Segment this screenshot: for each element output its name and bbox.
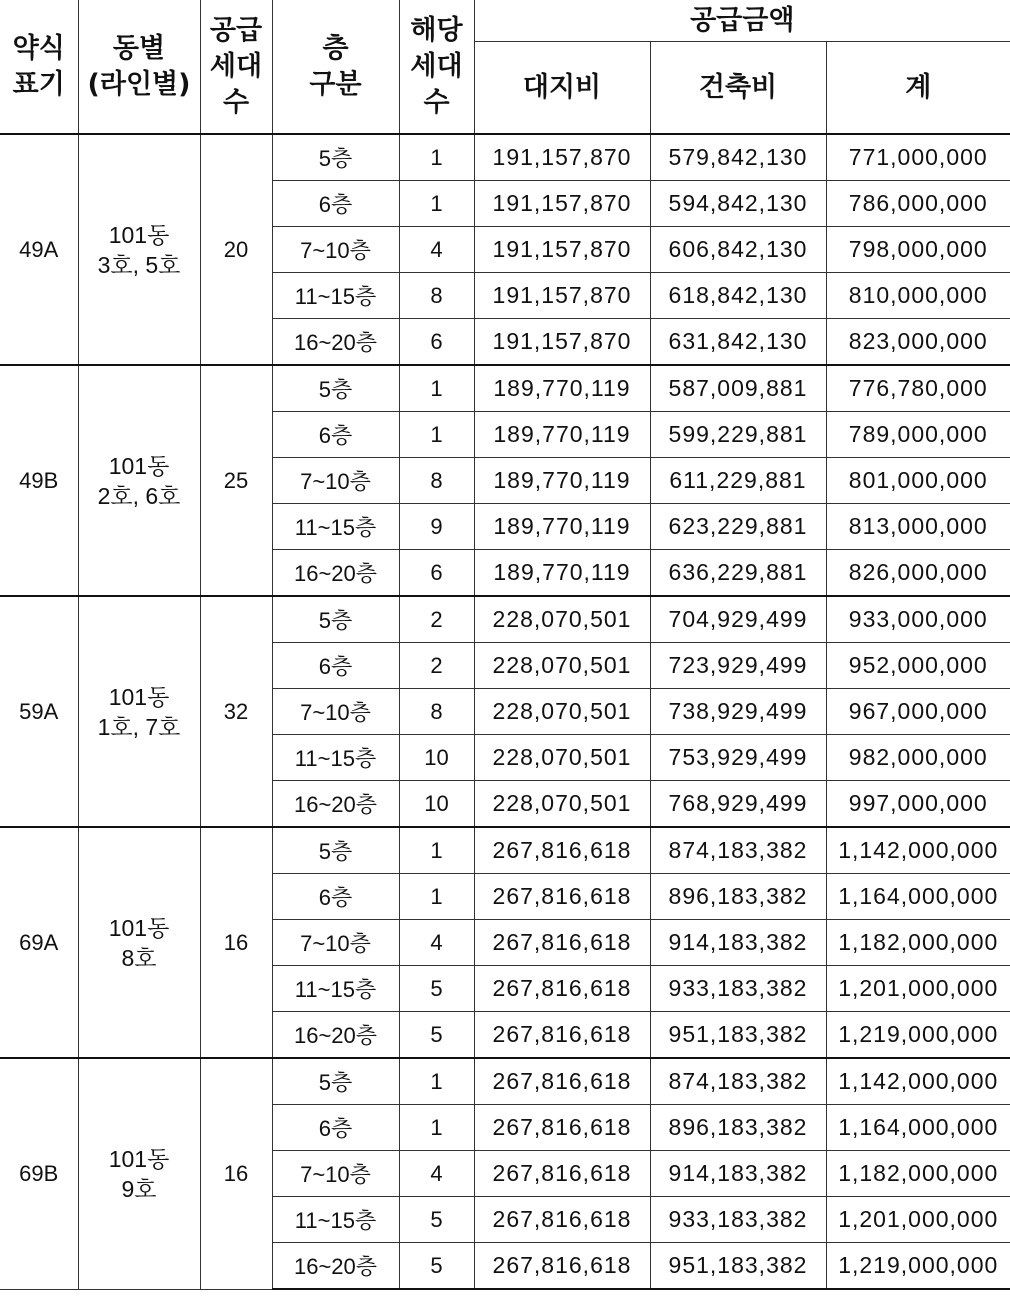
land-price-cell: 267,816,618 <box>474 1105 650 1151</box>
units-cell: 10 <box>399 781 474 828</box>
line-label: 8호 <box>121 944 157 971</box>
land-price-cell: 267,816,618 <box>474 1012 650 1059</box>
total-price-cell: 982,000,000 <box>826 735 1010 781</box>
total-price-cell: 1,164,000,000 <box>826 1105 1010 1151</box>
land-price-cell: 189,770,119 <box>474 365 650 412</box>
building-price-cell: 768,929,499 <box>650 781 826 828</box>
floor-cell: 5층 <box>272 1058 399 1105</box>
type-cell: 49A <box>0 134 78 365</box>
units-cell: 1 <box>399 412 474 458</box>
floor-cell: 11~15층 <box>272 504 399 550</box>
land-price-cell: 267,816,618 <box>474 920 650 966</box>
total-price-cell: 952,000,000 <box>826 643 1010 689</box>
supply-units-cell: 16 <box>200 827 272 1058</box>
land-price-cell: 267,816,618 <box>474 874 650 920</box>
floor-cell: 16~20층 <box>272 1012 399 1059</box>
units-cell: 5 <box>399 1243 474 1290</box>
floor-cell: 7~10층 <box>272 227 399 273</box>
total-price-cell: 1,219,000,000 <box>826 1012 1010 1059</box>
land-price-cell: 228,070,501 <box>474 689 650 735</box>
type-cell: 49B <box>0 365 78 596</box>
floor-cell: 16~20층 <box>272 781 399 828</box>
total-price-cell: 1,201,000,000 <box>826 966 1010 1012</box>
total-price-cell: 1,219,000,000 <box>826 1243 1010 1290</box>
building-price-cell: 896,183,382 <box>650 1105 826 1151</box>
building-price-cell: 738,929,499 <box>650 689 826 735</box>
floor-cell: 16~20층 <box>272 550 399 597</box>
land-price-cell: 267,816,618 <box>474 827 650 874</box>
supply-units-cell: 32 <box>200 596 272 827</box>
land-price-cell: 267,816,618 <box>474 1058 650 1105</box>
total-price-cell: 771,000,000 <box>826 134 1010 181</box>
building-price-cell: 914,183,382 <box>650 920 826 966</box>
type-cell: 69A <box>0 827 78 1058</box>
land-price-cell: 267,816,618 <box>474 1151 650 1197</box>
total-price-cell: 1,142,000,000 <box>826 827 1010 874</box>
dong-label: 101동 <box>108 452 170 479</box>
floor-cell: 5층 <box>272 827 399 874</box>
line-label: 2호, 6호 <box>97 482 181 509</box>
type-cell: 69B <box>0 1058 78 1289</box>
building-price-cell: 636,229,881 <box>650 550 826 597</box>
units-cell: 1 <box>399 1105 474 1151</box>
land-price-cell: 228,070,501 <box>474 643 650 689</box>
units-cell: 1 <box>399 365 474 412</box>
table-row <box>0 134 1010 181</box>
table-body <box>0 134 1010 1289</box>
dong-line-cell <box>78 596 200 827</box>
building-price-cell: 896,183,382 <box>650 874 826 920</box>
building-price-cell: 579,842,130 <box>650 134 826 181</box>
units-cell: 4 <box>399 920 474 966</box>
land-price-cell: 228,070,501 <box>474 596 650 643</box>
dong-label: 101동 <box>108 1145 170 1172</box>
total-price-cell: 967,000,000 <box>826 689 1010 735</box>
land-price-cell: 191,157,870 <box>474 273 650 319</box>
dong-line-cell <box>78 1058 200 1289</box>
building-price-cell: 599,229,881 <box>650 412 826 458</box>
total-price-cell: 813,000,000 <box>826 504 1010 550</box>
header-type: 약식 표기 <box>0 0 78 134</box>
dong-line-cell <box>78 827 200 1058</box>
floor-cell: 6층 <box>272 643 399 689</box>
building-price-cell: 594,842,130 <box>650 181 826 227</box>
total-price-cell: 997,000,000 <box>826 781 1010 828</box>
total-price-cell: 1,164,000,000 <box>826 874 1010 920</box>
line-label: 3호, 5호 <box>97 251 181 278</box>
land-price-cell: 267,816,618 <box>474 1243 650 1290</box>
header-supply-units: 공급 세대 수 <box>200 0 272 134</box>
units-cell: 1 <box>399 134 474 181</box>
supply-units-cell: 16 <box>200 1058 272 1289</box>
building-price-cell: 914,183,382 <box>650 1151 826 1197</box>
building-price-cell: 587,009,881 <box>650 365 826 412</box>
units-cell: 8 <box>399 273 474 319</box>
header-units: 해당 세대 수 <box>399 0 474 134</box>
line-label: 9호 <box>121 1175 157 1202</box>
total-price-cell: 801,000,000 <box>826 458 1010 504</box>
units-cell: 5 <box>399 1012 474 1059</box>
units-cell: 5 <box>399 1197 474 1243</box>
units-cell: 6 <box>399 550 474 597</box>
table-row <box>0 1058 1010 1105</box>
total-price-cell: 826,000,000 <box>826 550 1010 597</box>
dong-label: 101동 <box>108 221 170 248</box>
header-dong: 동별 (라인별) <box>78 0 200 134</box>
units-cell: 2 <box>399 596 474 643</box>
table-row <box>0 365 1010 412</box>
units-cell: 1 <box>399 874 474 920</box>
land-price-cell: 189,770,119 <box>474 458 650 504</box>
units-cell: 8 <box>399 689 474 735</box>
table-header <box>0 0 1010 134</box>
building-price-cell: 631,842,130 <box>650 319 826 366</box>
building-price-cell: 933,183,382 <box>650 1197 826 1243</box>
table-row <box>0 827 1010 874</box>
total-price-cell: 823,000,000 <box>826 319 1010 366</box>
building-price-cell: 606,842,130 <box>650 227 826 273</box>
land-price-cell: 189,770,119 <box>474 504 650 550</box>
total-price-cell: 798,000,000 <box>826 227 1010 273</box>
units-cell: 8 <box>399 458 474 504</box>
header-total: 계 <box>826 42 1010 135</box>
building-price-cell: 874,183,382 <box>650 827 826 874</box>
supply-units-cell: 25 <box>200 365 272 596</box>
land-price-cell: 191,157,870 <box>474 181 650 227</box>
total-price-cell: 789,000,000 <box>826 412 1010 458</box>
floor-cell: 7~10층 <box>272 689 399 735</box>
floor-cell: 5층 <box>272 596 399 643</box>
table-row <box>0 596 1010 643</box>
total-price-cell: 810,000,000 <box>826 273 1010 319</box>
building-price-cell: 951,183,382 <box>650 1012 826 1059</box>
total-price-cell: 1,182,000,000 <box>826 920 1010 966</box>
land-price-cell: 267,816,618 <box>474 966 650 1012</box>
floor-cell: 11~15층 <box>272 735 399 781</box>
land-price-cell: 228,070,501 <box>474 735 650 781</box>
total-price-cell: 786,000,000 <box>826 181 1010 227</box>
type-cell: 59A <box>0 596 78 827</box>
total-price-cell: 1,142,000,000 <box>826 1058 1010 1105</box>
total-price-cell: 1,182,000,000 <box>826 1151 1010 1197</box>
land-price-cell: 191,157,870 <box>474 134 650 181</box>
land-price-cell: 191,157,870 <box>474 227 650 273</box>
building-price-cell: 933,183,382 <box>650 966 826 1012</box>
header-floor: 층 구분 <box>272 0 399 134</box>
land-price-cell: 228,070,501 <box>474 781 650 828</box>
header-price-group: 공급금액 <box>474 0 1010 42</box>
building-price-cell: 753,929,499 <box>650 735 826 781</box>
dong-line-cell <box>78 134 200 365</box>
total-price-cell: 776,780,000 <box>826 365 1010 412</box>
floor-cell: 11~15층 <box>272 1197 399 1243</box>
floor-cell: 16~20층 <box>272 1243 399 1290</box>
units-cell: 5 <box>399 966 474 1012</box>
header-building: 건축비 <box>650 42 826 135</box>
floor-cell: 11~15층 <box>272 966 399 1012</box>
dong-label: 101동 <box>108 914 170 941</box>
floor-cell: 5층 <box>272 365 399 412</box>
floor-cell: 6층 <box>272 1105 399 1151</box>
units-cell: 4 <box>399 1151 474 1197</box>
floor-cell: 7~10층 <box>272 458 399 504</box>
units-cell: 1 <box>399 181 474 227</box>
total-price-cell: 933,000,000 <box>826 596 1010 643</box>
line-label: 1호, 7호 <box>97 713 181 740</box>
floor-cell: 7~10층 <box>272 1151 399 1197</box>
building-price-cell: 704,929,499 <box>650 596 826 643</box>
building-price-cell: 618,842,130 <box>650 273 826 319</box>
units-cell: 1 <box>399 1058 474 1105</box>
floor-cell: 11~15층 <box>272 273 399 319</box>
total-price-cell: 1,201,000,000 <box>826 1197 1010 1243</box>
building-price-cell: 611,229,881 <box>650 458 826 504</box>
land-price-cell: 189,770,119 <box>474 412 650 458</box>
floor-cell: 5층 <box>272 134 399 181</box>
floor-cell: 6층 <box>272 412 399 458</box>
building-price-cell: 623,229,881 <box>650 504 826 550</box>
units-cell: 2 <box>399 643 474 689</box>
dong-line-cell <box>78 365 200 596</box>
floor-cell: 16~20층 <box>272 319 399 366</box>
land-price-cell: 191,157,870 <box>474 319 650 366</box>
land-price-cell: 189,770,119 <box>474 550 650 597</box>
building-price-cell: 723,929,499 <box>650 643 826 689</box>
floor-cell: 7~10층 <box>272 920 399 966</box>
floor-cell: 6층 <box>272 874 399 920</box>
building-price-cell: 951,183,382 <box>650 1243 826 1290</box>
units-cell: 1 <box>399 827 474 874</box>
supply-units-cell: 20 <box>200 134 272 365</box>
header-land: 대지비 <box>474 42 650 135</box>
floor-cell: 6층 <box>272 181 399 227</box>
building-price-cell: 874,183,382 <box>650 1058 826 1105</box>
units-cell: 6 <box>399 319 474 366</box>
units-cell: 4 <box>399 227 474 273</box>
units-cell: 9 <box>399 504 474 550</box>
units-cell: 10 <box>399 735 474 781</box>
land-price-cell: 267,816,618 <box>474 1197 650 1243</box>
dong-label: 101동 <box>108 683 170 710</box>
